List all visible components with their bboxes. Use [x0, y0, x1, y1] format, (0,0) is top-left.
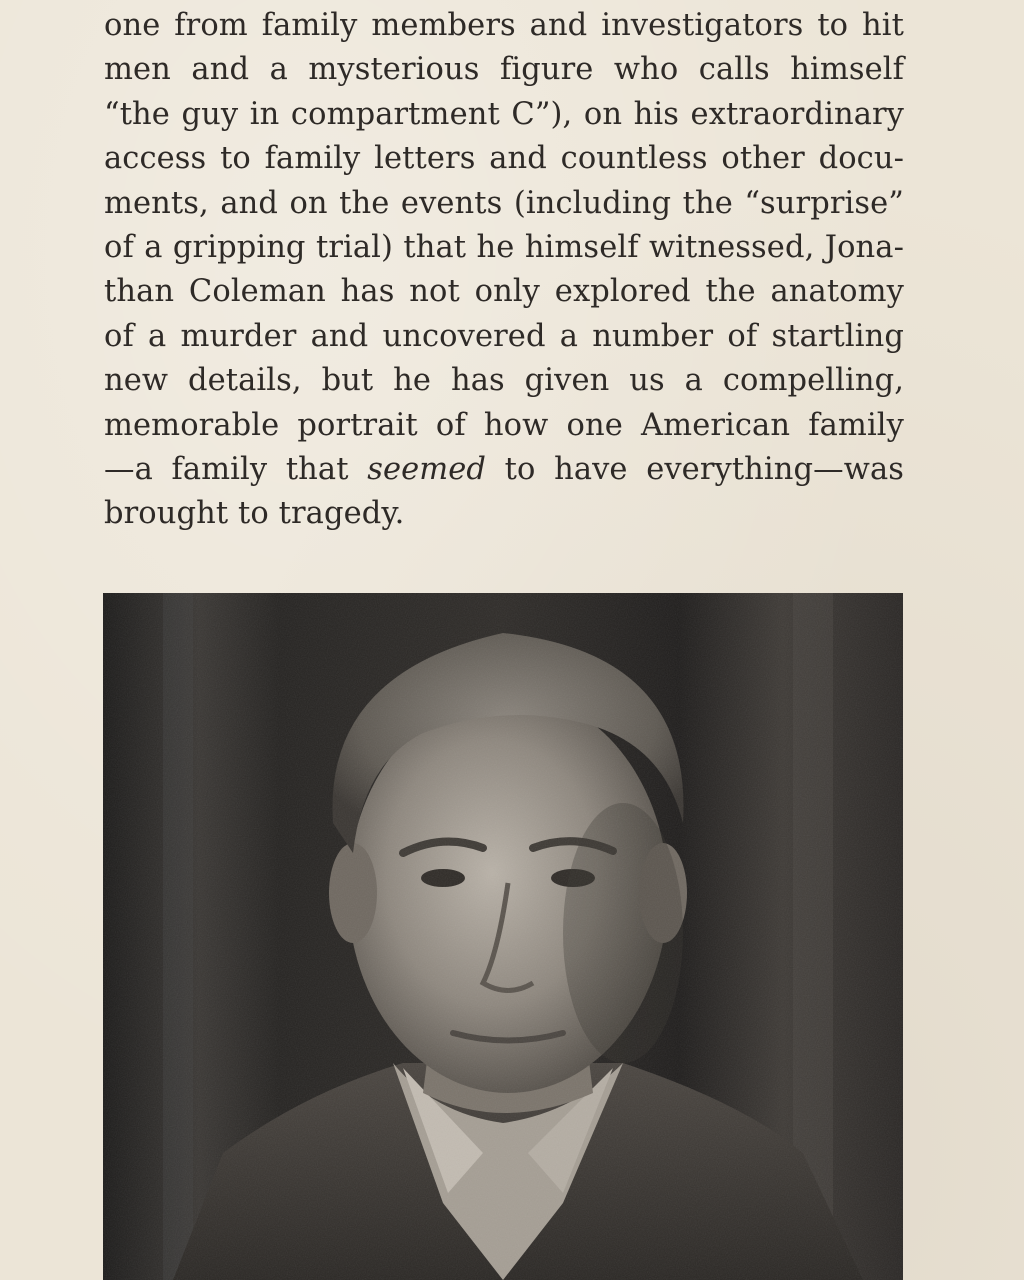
text-line: ments, and on the events (including the “surprise”	[104, 185, 904, 221]
text-line: than Coleman has not only explored the anatomy	[104, 274, 904, 310]
text-line: memorable portrait of how one American family	[104, 407, 904, 443]
text-fragment: to have everything—was	[486, 451, 904, 487]
jacket-copy-paragraph	[104, 4, 904, 537]
author-portrait-photo	[103, 593, 903, 1280]
text-line: men and a mysterious figure who calls himself	[104, 52, 904, 88]
text-line: “the guy in compartment C”), on his extraordinary	[104, 96, 904, 132]
italic-word: seemed	[367, 451, 487, 487]
text-line: of a murder and uncovered a number of startling	[104, 318, 904, 354]
text-line-final: brought to tragedy.	[104, 496, 405, 532]
text-fragment: —a family that	[104, 451, 368, 487]
text-line: of a gripping trial) that he himself witnessed, Jona-	[104, 229, 904, 265]
portrait-illustration	[103, 593, 903, 1280]
text-line-emphasis	[104, 448, 904, 492]
text-line: access to family letters and countless other docu-	[104, 141, 904, 177]
text-line: one from family members and investigators to hit	[104, 8, 904, 43]
text-line: new details, but he has given us a compelling,	[104, 363, 904, 399]
